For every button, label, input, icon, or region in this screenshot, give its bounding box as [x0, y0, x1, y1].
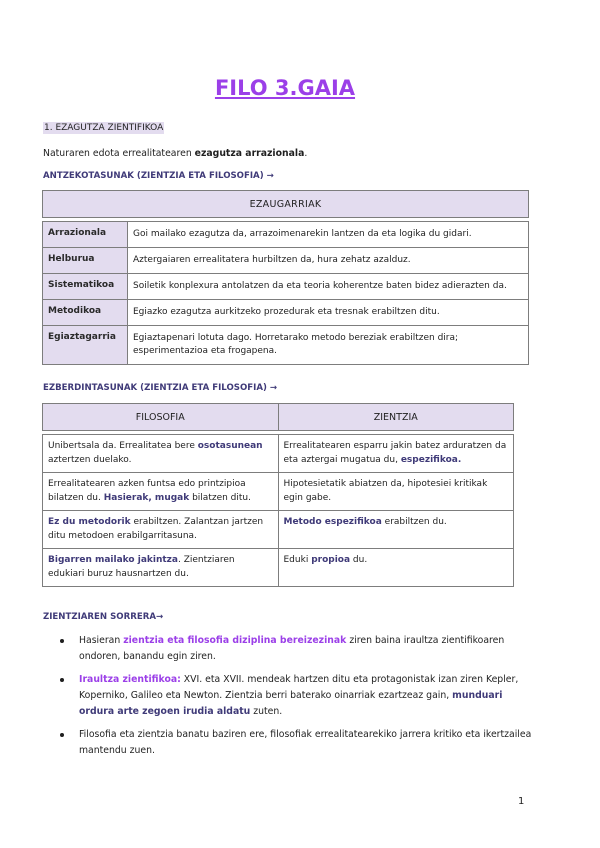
- table-row: [43, 222, 529, 248]
- highlight-text: propioa: [311, 555, 351, 565]
- science-cell: Errealitatearen esparru jakin batez arduratzen da eta aztergai mugatua du, espezifikoa.: [278, 435, 514, 473]
- column-header-philosophy: FILOSOFIA: [43, 404, 279, 431]
- page-title: FILO 3.GAIA: [214, 76, 356, 100]
- origin-heading: ZIENTZIAREN SORRERA→: [43, 612, 164, 622]
- feature-value: Egiazko ezagutza aurkitzeko prozedurak eta tresnak erabiltzen ditu.: [128, 300, 529, 326]
- table-row: [43, 248, 529, 274]
- highlight-text: zientzia eta filosofia diziplina bereizezinak: [123, 635, 347, 646]
- highlight-text: munduari ordura arte zegoen irudia aldatu: [79, 690, 503, 717]
- features-table: [42, 190, 529, 365]
- science-cell: Metodo espezifikoa erabiltzen du.: [278, 511, 514, 549]
- table-row: [43, 549, 514, 587]
- table-row: [43, 435, 514, 473]
- feature-key: Helburua: [43, 248, 128, 274]
- highlight-text: espezifikoa.: [400, 454, 462, 465]
- table-row: [43, 326, 529, 365]
- table-row: [43, 274, 529, 300]
- intro-text: Naturaren edota errealitatearen: [43, 148, 195, 159]
- science-cell: Hipotesietatik abiatzen da, hipotesiei kritikak egin gabe.: [278, 473, 514, 511]
- philosophy-cell: Errealitatearen azken funtsa edo printzipioa bilatzen du. Hasierak, mugak bilatzen ditu.: [43, 473, 279, 511]
- column-header-science: ZIENTZIA: [278, 404, 514, 431]
- list-item: Filosofia eta zientzia banatu baziren ere, filosofiak errealitatearekiko jarrera kritiko eta ikertzailea mantendu zuen.: [60, 727, 540, 759]
- table-row: [43, 300, 529, 326]
- feature-key: Arrazionala: [43, 222, 128, 248]
- table-row: [43, 473, 514, 511]
- feature-key: Sistematikoa: [43, 274, 128, 300]
- highlight-text: Metodo espezifikoa: [283, 517, 382, 527]
- highlight-text: Hasierak, mugak: [103, 492, 190, 503]
- philosophy-cell: Bigarren mailako jakintza. Zientziaren edukiari buruz hausnartzen du.: [43, 549, 279, 587]
- philosophy-cell: Unibertsala da. Errealitatea bere osotasunean aztertzen duelako.: [43, 435, 279, 473]
- intro-bold: ezagutza arrazionala: [194, 148, 305, 159]
- origin-list: [60, 633, 540, 766]
- differences-table: [42, 403, 514, 587]
- feature-value: Aztergaiaren errealitatera hurbiltzen da, hura zehatz azalduz.: [128, 248, 529, 274]
- feature-key: Metodikoa: [43, 300, 128, 326]
- feature-value: Goi mailako ezagutza da, arrazoimenarekin lantzen da eta logika du gidari.: [128, 222, 529, 248]
- similarities-heading: ANTZEKOTASUNAK (ZIENTZIA ETA FILOSOFIA) →: [43, 171, 274, 181]
- list-item: Iraultza zientifikoa: XVI. eta XVII. mendeak hartzen ditu eta protagonistak izan ziren Kepler, Koperniko, Galileo eta Newton. Zientzia berri baterako oinarriak ezartzeaz gain, munduari ordura arte zegoen irudia aldatu zuten.: [60, 672, 540, 720]
- feature-key: Egiaztagarria: [43, 326, 128, 365]
- section-heading: 1. EZAGUTZA ZIENTIFIKOA: [44, 123, 164, 133]
- features-header: EZAUGARRIAK: [43, 191, 529, 218]
- highlight-text: Bigarren mailako jakintza: [48, 555, 178, 565]
- science-cell: Eduki propioa du.: [278, 549, 514, 587]
- feature-value: Soiletik konplexura antolatzen da eta teoria koherentze baten bidez adierazten da.: [128, 274, 529, 300]
- feature-value: Egiaztapenari lotuta dago. Horretarako metodo bereziak erabiltzen dira; esperimentazioa eta frogapena.: [128, 326, 529, 365]
- philosophy-cell: Ez du metodorik erabiltzen. Zalantzan jartzen ditu metodoen erabilgarritasuna.: [43, 511, 279, 549]
- table-row: [43, 511, 514, 549]
- list-item: Hasieran zientzia eta filosofia diziplina bereizezinak ziren baina iraultza zientifikoaren ondoren, banandu egin ziren.: [60, 633, 540, 665]
- highlight-text: Iraultza zientifikoa:: [79, 674, 181, 685]
- intro-end: .: [304, 148, 308, 159]
- highlight-text: osotasunean: [197, 441, 263, 451]
- intro-paragraph: [43, 148, 307, 159]
- page-number: 1: [518, 796, 525, 807]
- highlight-text: Ez du metodorik: [48, 517, 131, 527]
- differences-heading: EZBERDINTASUNAK (ZIENTZIA ETA FILOSOFIA) →: [43, 383, 278, 393]
